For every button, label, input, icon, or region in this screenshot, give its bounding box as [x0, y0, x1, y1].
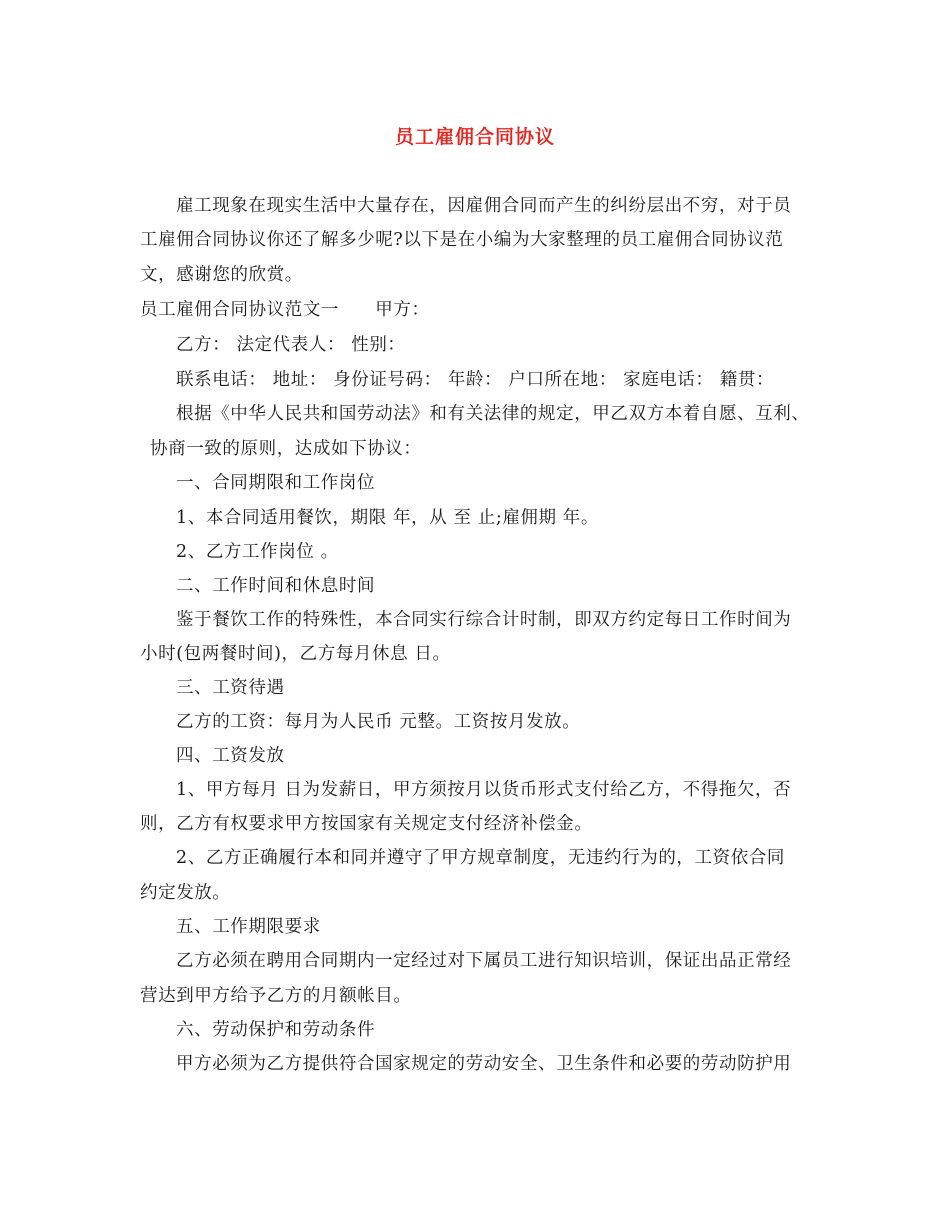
paragraph-line: 甲方必须为乙方提供符合国家规定的劳动安全、卫生条件和必要的劳动防护用	[176, 1054, 792, 1074]
paragraph-line: 1、甲方每月 日为发薪日，甲方须按月以货币形式支付给乙方，不得拖欠，否	[176, 780, 792, 800]
paragraph-line: 小时(包两餐时间)，乙方每月休息 日。	[140, 644, 451, 664]
section-heading: 三、工资待遇	[176, 678, 285, 698]
paragraph-line: 联系电话： 地址： 身份证号码： 年龄： 户口所在地： 家庭电话： 籍贯：	[176, 370, 775, 390]
paragraph-line: 约定发放。	[140, 883, 231, 903]
paragraph-line: 乙方： 法定代表人： 性别：	[176, 335, 406, 355]
paragraph-line: 乙方的工资：每月为人民币 元整。工资按月发放。	[176, 712, 581, 732]
section-heading: 一、合同期限和工作岗位	[176, 473, 376, 493]
paragraph-line: 员工雇佣合同协议范文一 甲方：	[140, 300, 430, 320]
section-heading: 四、工资发放	[176, 746, 285, 766]
paragraph-line: 雇工现象在现实生活中大量存在，因雇佣合同而产生的纠纷层出不穷，对于员	[176, 196, 792, 216]
document-title: 员工雇佣合同协议	[394, 126, 555, 148]
paragraph-line: 鉴于餐饮工作的特殊性，本合同实行综合计时制，即双方约定每日工作时间为	[176, 610, 792, 630]
paragraph-line: 则，乙方有权要求甲方按国家有关规定支付经济补偿金。	[140, 814, 593, 834]
section-heading: 二、工作时间和休息时间	[176, 576, 376, 596]
paragraph-line: 2、乙方工作岗位 。	[176, 542, 339, 562]
section-heading: 六、劳动保护和劳动条件	[176, 1020, 376, 1040]
paragraph-line: 1、本合同适用餐饮，期限 年，从 至 止;雇佣期 年。	[176, 508, 599, 528]
paragraph-line: 协商一致的原则，达成如下协议：	[150, 439, 422, 459]
paragraph-line: 2、乙方正确履行本和同并遵守了甲方规章制度，无违约行为的，工资依合同	[176, 848, 786, 868]
section-heading: 五、工作期限要求	[176, 917, 321, 937]
paragraph-line: 营达到甲方给予乙方的月额帐目。	[140, 986, 412, 1006]
paragraph-line: 乙方必须在聘用合同期内一定经过对下属员工进行知识培训，保证出品正常经	[176, 951, 792, 971]
paragraph-line: 根据《中华人民共和国劳动法》和有关法律的规定，甲乙双方本着自愿、互利、	[176, 404, 810, 424]
paragraph-line: 文，感谢您的欣赏。	[140, 265, 303, 285]
paragraph-line: 工雇佣合同协议你还了解多少呢?以下是在小编为大家整理的员工雇佣合同协议范	[140, 230, 784, 250]
